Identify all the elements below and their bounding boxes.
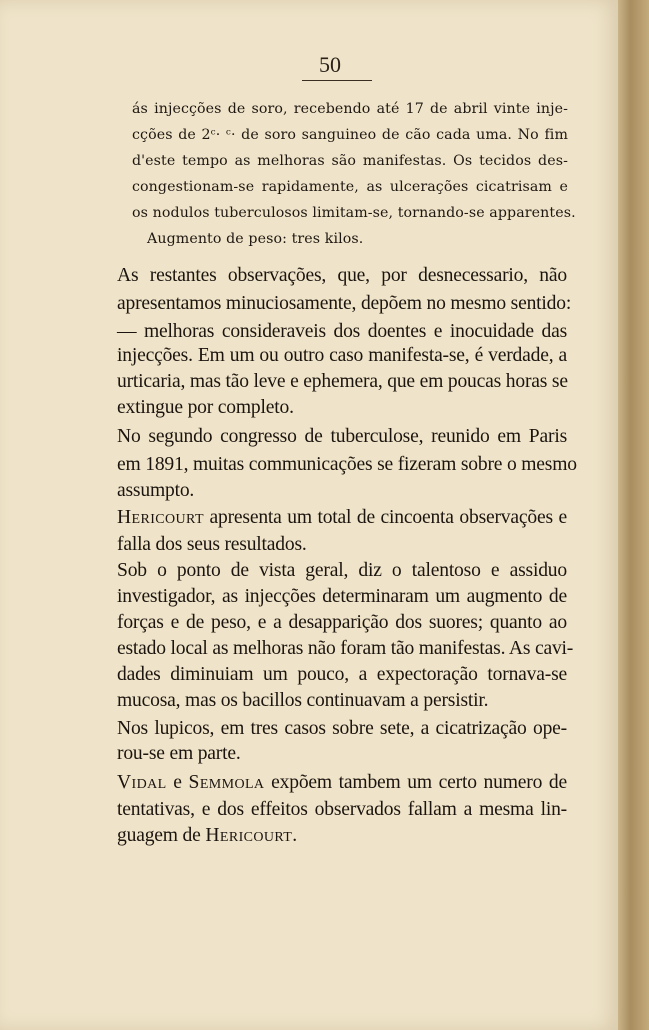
- quote-line-5: os nodulos tuberculosos limitam-se, tornando-se apparentes.: [132, 205, 576, 221]
- page-number: 50: [319, 52, 341, 77]
- body-line-15: estado local as melhoras não foram tão manifestas. As cavi-: [117, 638, 574, 659]
- body-line-8: em 1891, muitas communicações se fizeram sobre o mesmo: [117, 454, 577, 475]
- body-line-3: — melhoras consideraveis dos doentes e inocuidade das: [117, 321, 567, 342]
- body-line-18: Nos lupicos, em tres casos sobre sete, a cicatrização ope-: [117, 718, 567, 739]
- body-line-17: mucosa, mas os bacillos continuavam a persistir.: [117, 690, 489, 711]
- quote-line-1: ás injecções de soro, recebendo até 17 de abril vinte inje-: [132, 101, 568, 117]
- body-line-16: dades diminuiam um pouco, a expectoração tornava-se: [117, 664, 567, 685]
- body-line-2: apresentamos minuciosamente, depõem no mesmo sentido:: [117, 293, 572, 314]
- author-semmola: Semmola: [188, 772, 265, 793]
- body-line-11: falla dos seus resultados.: [117, 534, 307, 555]
- body-line-13: investigador, as injecções determinaram um augmento de: [117, 586, 567, 607]
- body-line-12: Sob o ponto de vista geral, diz o talentoso e assiduo: [117, 560, 567, 581]
- header-rule: [302, 80, 372, 81]
- author-vidal: Vidal: [117, 772, 167, 793]
- quote-line-4: congestionam-se rapidamente, as ulcerações cicatrisam e: [132, 179, 568, 195]
- body-line-4: injecções. Em um ou outro caso manifesta-se, é verdade, a: [117, 345, 567, 366]
- body-line-21: tentativas, e dos effeitos observados fallam a mesma lin-: [117, 799, 567, 820]
- body-line-10: Hericourt apresenta um total de cincoenta observações e: [117, 507, 567, 528]
- body-line-19: rou-se em parte.: [117, 743, 241, 764]
- body-line-5: urticaria, mas tão leve e ephemera, que em poucas horas se: [117, 371, 568, 392]
- body-line-7: No segundo congresso de tuberculose, reunido em Paris: [117, 426, 567, 447]
- author-hericourt-2: Hericourt: [205, 825, 293, 846]
- body-line-1: As restantes observações, que, por desnecessario, não: [117, 265, 567, 286]
- author-hericourt: Hericourt: [117, 507, 204, 528]
- body-line-9: assumpto.: [117, 480, 195, 501]
- body-line-22: guagem de Hericourt.: [117, 825, 297, 846]
- body-line-14: forças e de peso, e a desapparição dos suores; quanto ao: [117, 612, 567, 633]
- quote-line-3: d'este tempo as melhoras são manifestas. Os tecidos des-: [132, 153, 568, 169]
- page-edge: [618, 0, 649, 1030]
- quote-line-6: Augmento de peso: tres kilos.: [147, 231, 364, 247]
- quote-line-2: cções de 2ᶜ· ᶜ· de soro sanguineo de cão cada uma. No fim: [132, 127, 568, 143]
- body-line-6: extingue por completo.: [117, 397, 294, 418]
- body-line-20: Vidal e Semmola expõem tambem um certo numero de: [117, 772, 567, 793]
